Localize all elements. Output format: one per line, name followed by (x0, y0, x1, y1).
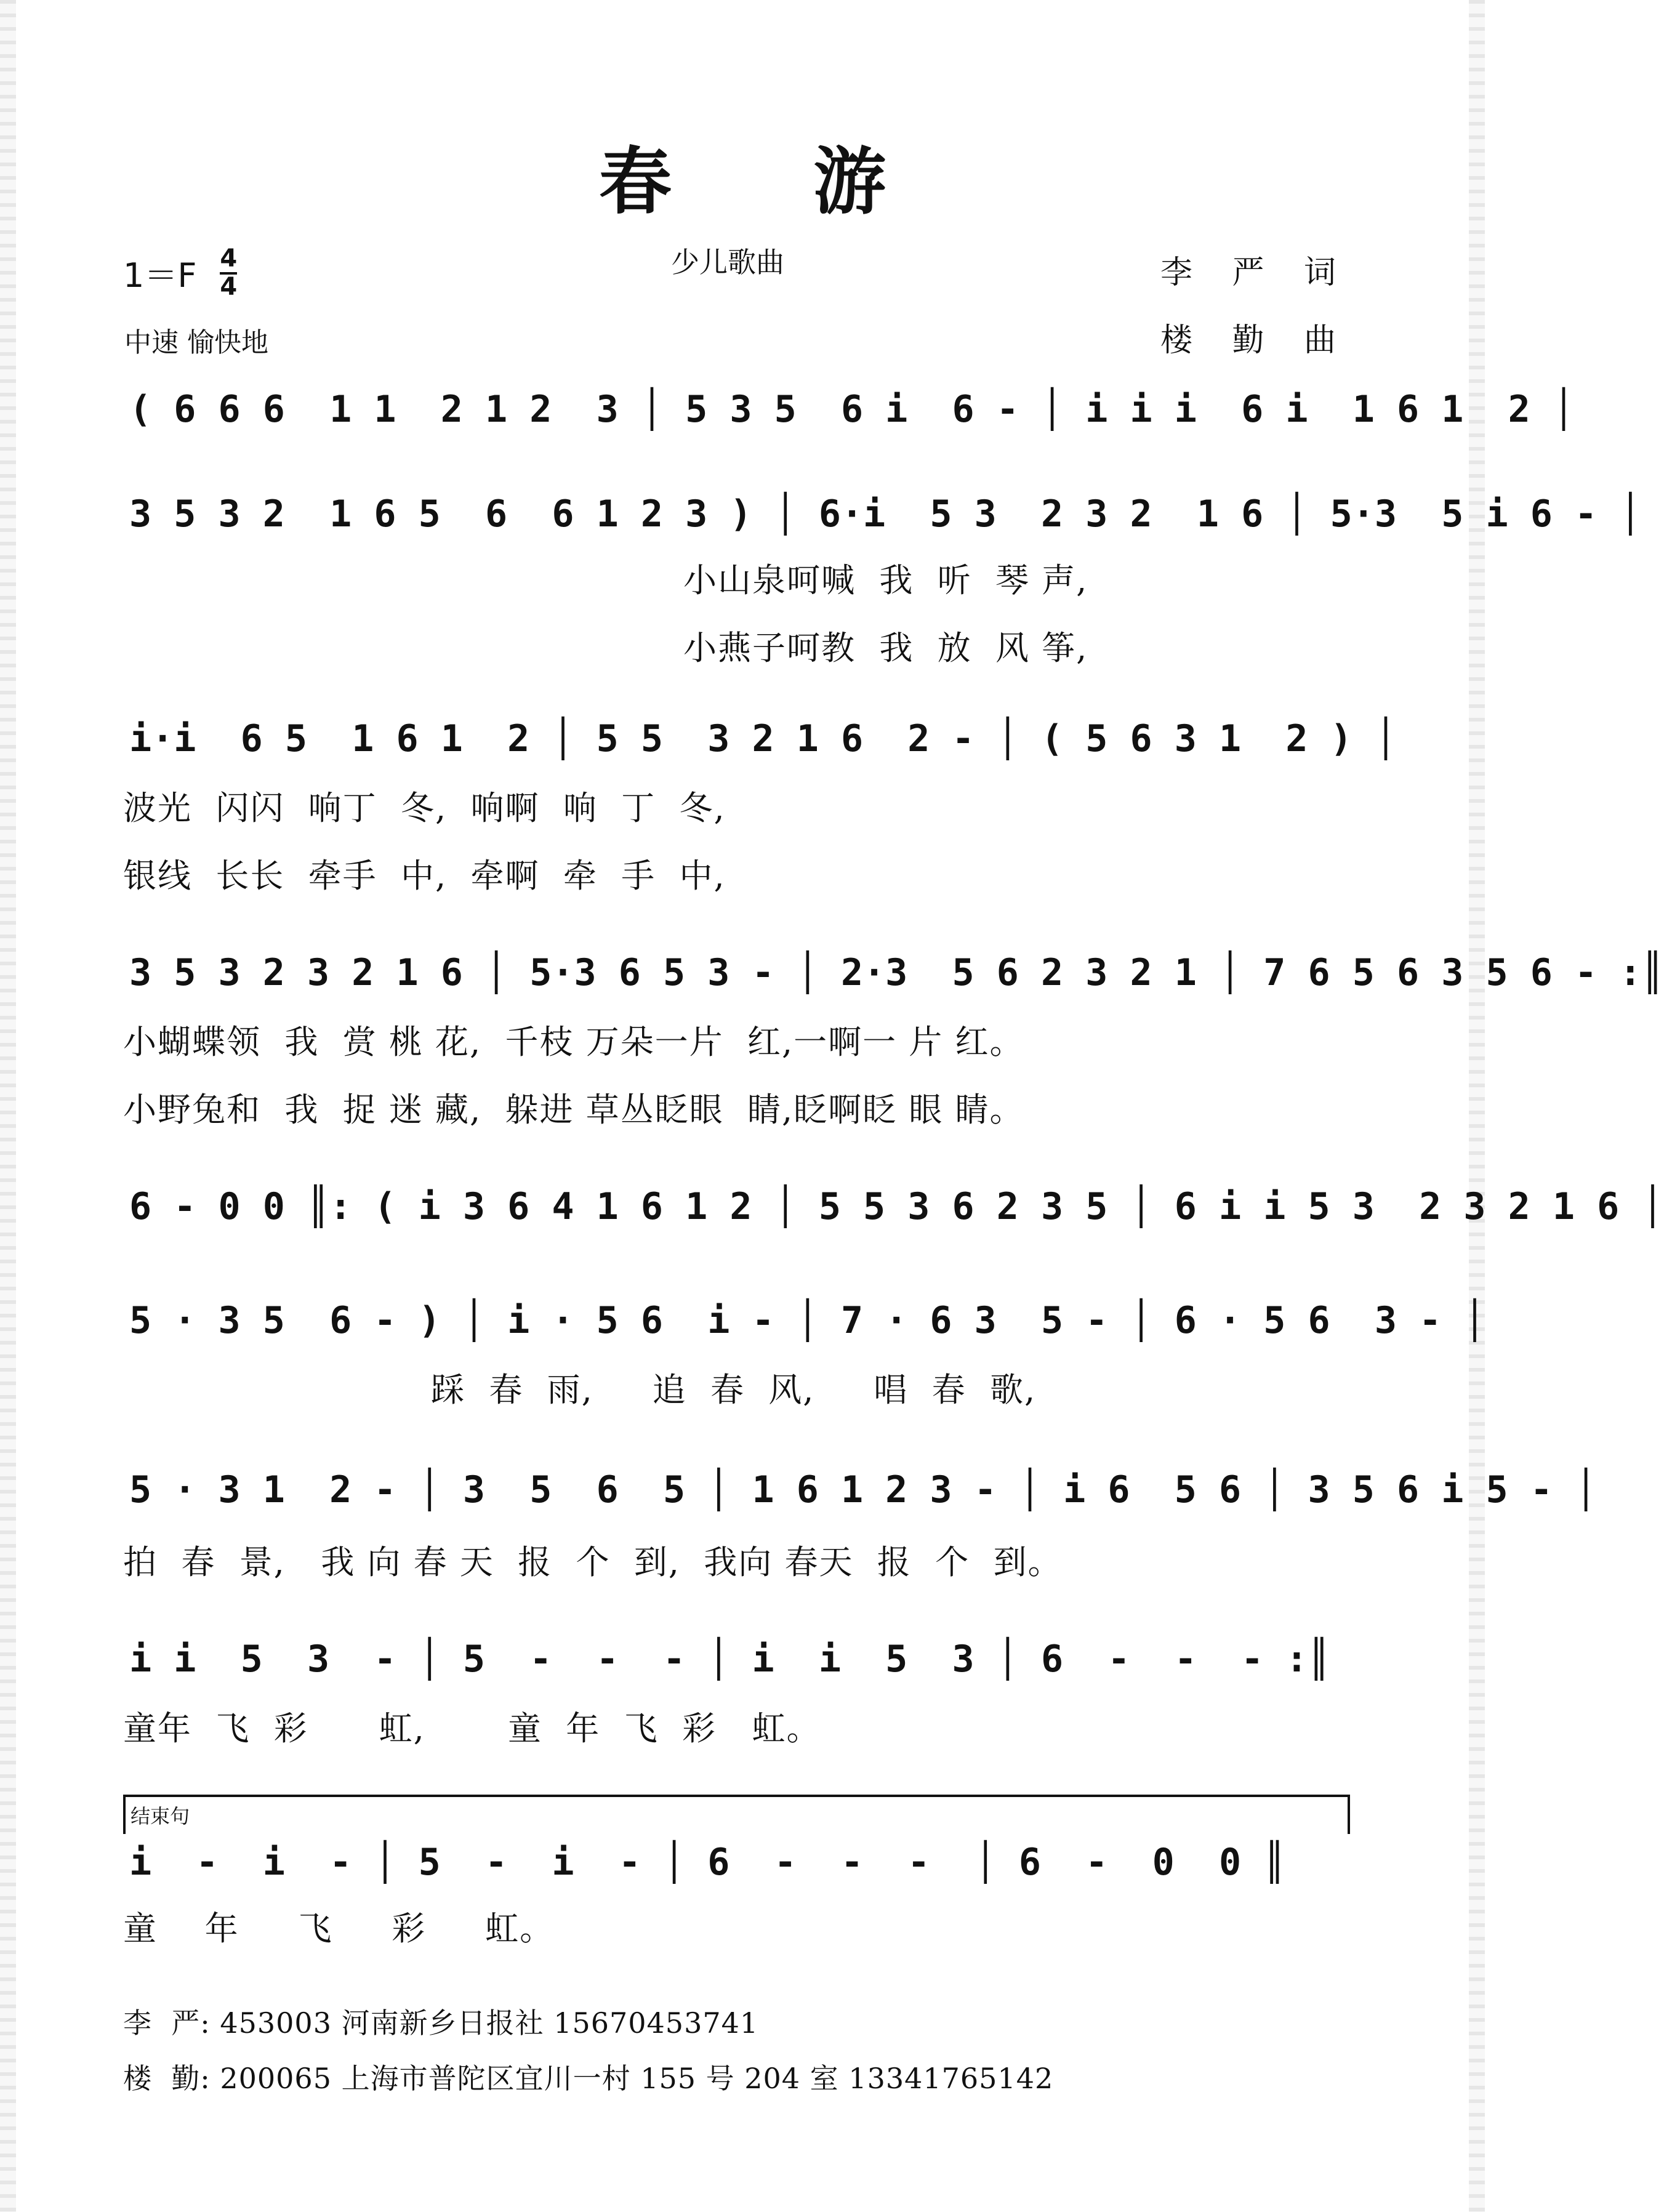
score-line-1: ( 6 6 6 1 1 2 1 2 3 │ 5 3 5 6 i 6 - │ i i i 6 i 1 6 1 2 │ (129, 388, 1575, 431)
key-label: 1＝F (123, 255, 197, 295)
lyric-line-6: 踩 春 雨, 追 春 风, 唱 春 歌, (431, 1370, 1037, 1409)
lyric-line-4a: 小蝴蝶领 我 赏 桃 花, 千枝 万朵一片 红,一啊一 片 红。 (123, 1023, 1024, 1061)
contact-composer: 楼 勤: 200065 上海市普陀区宜川一村 155 号 204 室 13341765142 (123, 2062, 1054, 2095)
page-left-border (0, 0, 16, 2212)
lyric-line-ending: 童 年 飞 彩 虹。 (123, 1909, 555, 1948)
score-line-3: i·i 6 5 1 6 1 2 │ 5 5 3 2 1 6 2 - │ ( 5 6 3 1 2 ) │ (129, 717, 1397, 760)
lyric-line-7: 拍 春 景, 我 向 春 天 报 个 到, 我向 春天 报 个 到。 (123, 1543, 1063, 1582)
lyric-line-8: 童年 飞 彩 虹, 童 年 飞 彩 虹。 (123, 1709, 821, 1748)
contact-lyricist: 李 严: 453003 河南新乡日报社 15670453741 (123, 2006, 759, 2040)
lyric-line-2b: 小燕子呵教 我 放 风 筝, (683, 629, 1088, 667)
song-subtitle: 少儿歌曲 (671, 246, 784, 279)
time-bottom: 4 (220, 273, 238, 301)
tempo-marking: 中速 愉快地 (124, 327, 268, 358)
ending-label: 结束句 (131, 1804, 190, 1828)
score-line-4: 3 5 3 2 3 2 1 6 │ 5·3 6 5 3 - │ 2·3 5 6 2 3 2 1 │ 7 6 5 6 3 5 6 - :║ (129, 951, 1664, 994)
score-line-6: 5 · 3 5 6 - ) │ i · 5 6 i - │ 7 · 6 3 5 - │ 6 · 5 6 3 - │ (129, 1299, 1486, 1342)
lyricist-credit: 李 严 词 (1160, 254, 1351, 291)
score-line-ending: i - i - │ 5 - i - │ 6 - - - │ 6 - 0 0 ║ (129, 1841, 1286, 1884)
score-line-8: i i 5 3 - │ 5 - - - │ i i 5 3 │ 6 - - - :║ (129, 1638, 1330, 1681)
page-right-border (1469, 0, 1485, 2212)
song-title: 春游 (598, 139, 1027, 224)
lyric-line-4b: 小野兔和 我 捉 迷 藏, 躲进 草丛眨眼 睛,眨啊眨 眼 睛。 (123, 1090, 1024, 1129)
lyric-line-3a: 波光 闪闪 响丁 冬, 响啊 响 丁 冬, (123, 789, 726, 827)
composer-credit: 楼 勤 曲 (1160, 322, 1351, 359)
score-line-2: 3 5 3 2 1 6 5 6 6 1 2 3 ) │ 6·i 5 3 2 3 2 1 6 │ 5·3 5 i 6 - │ (129, 493, 1642, 536)
time-signature (220, 246, 237, 299)
lyric-line-2a: 小山泉呵喊 我 听 琴 声, (683, 561, 1088, 600)
key-signature (123, 246, 237, 299)
score-line-5: 6 - 0 0 ║: ( i 3 6 4 1 6 1 2 │ 5 5 3 6 2 3 5 │ 6 i i 5 3 2 3 2 1 6 │ (129, 1185, 1664, 1228)
lyric-line-3b: 银线 长长 牵手 中, 牵啊 牵 手 中, (123, 856, 726, 895)
score-line-7: 5 · 3 1 2 - │ 3 5 6 5 │ 1 6 1 2 3 - │ i 6 5 6 │ 3 5 6 i 5 - │ (129, 1468, 1598, 1511)
time-top: 4 (220, 246, 237, 275)
